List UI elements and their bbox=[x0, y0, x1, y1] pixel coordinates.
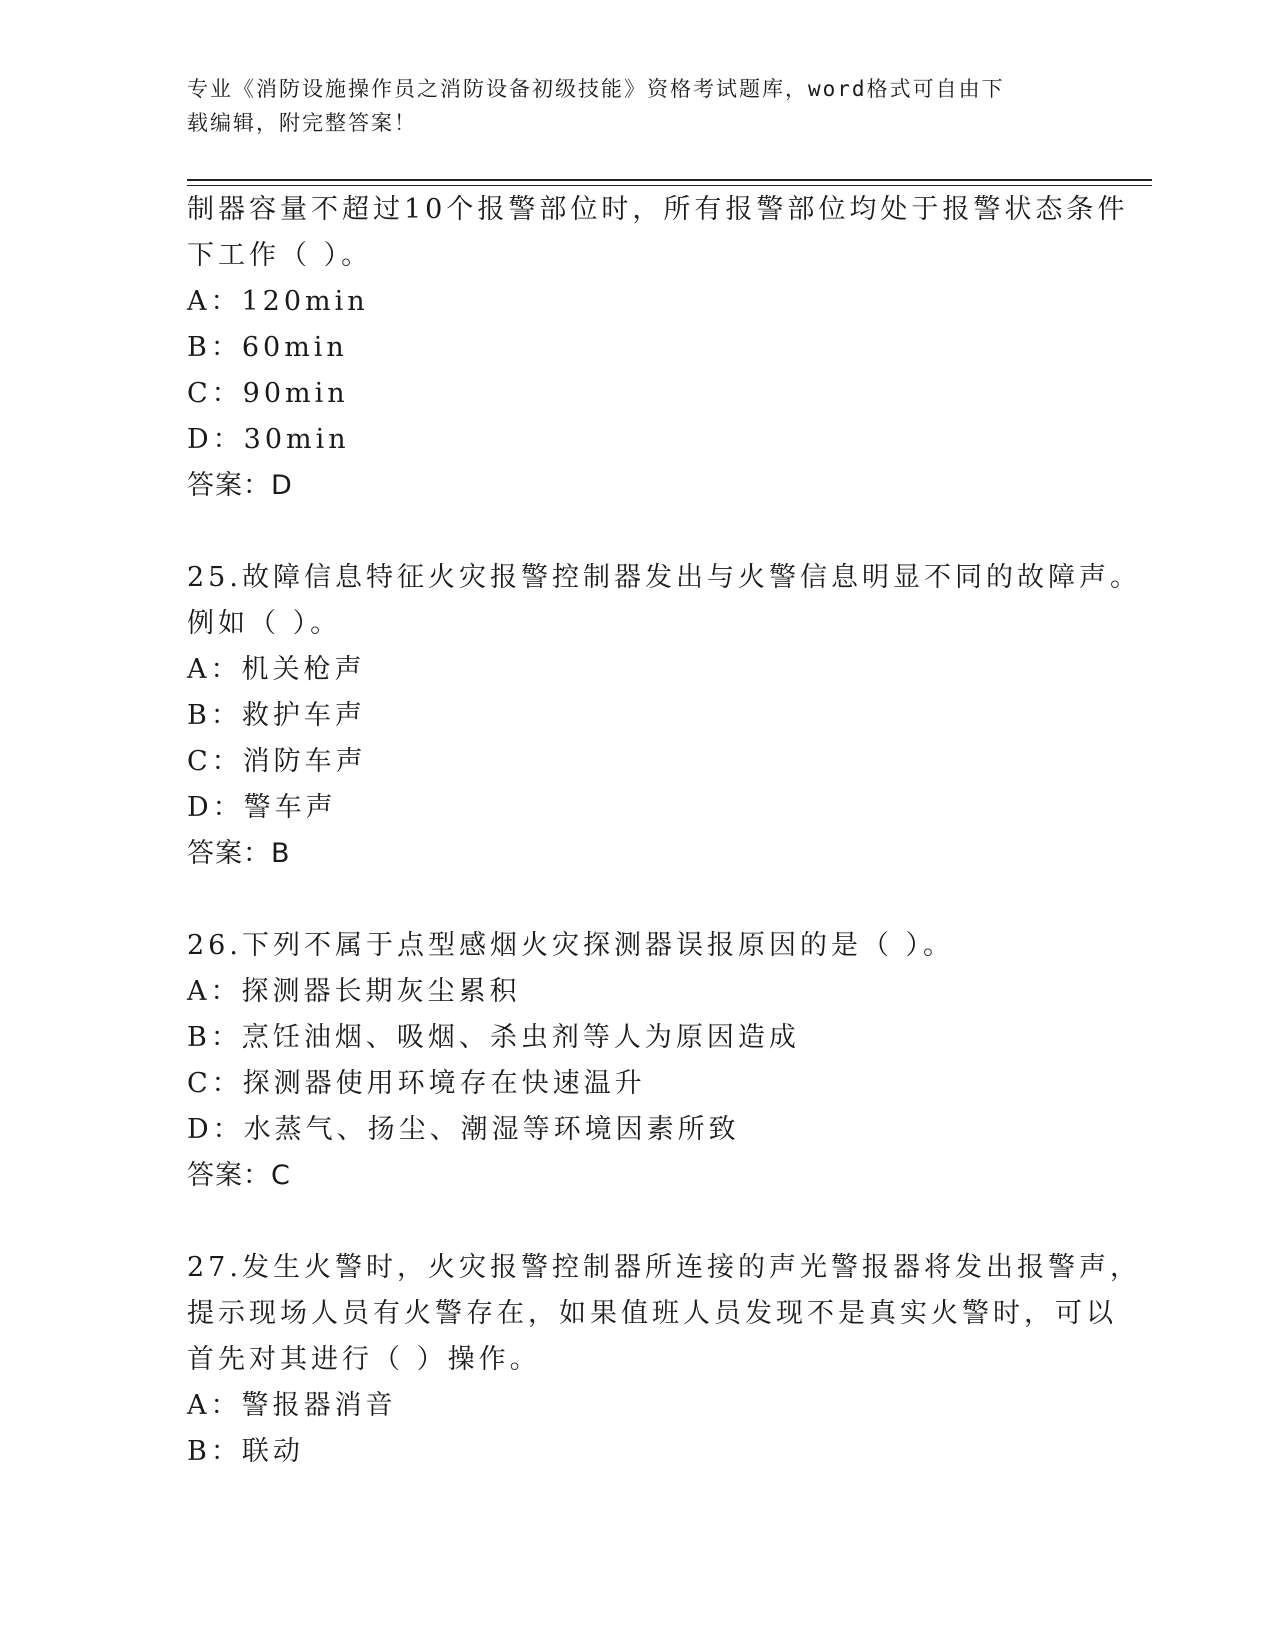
answer-key: 答案：C bbox=[187, 1160, 291, 1191]
option-b: B：烹饪油烟、吸烟、杀虫剂等人为原因造成 bbox=[187, 1022, 800, 1053]
question-stem-line: 制器容量不超过10个报警部位时，所有报警部位均处于报警状态条件 bbox=[187, 194, 1129, 225]
option-a: A：探测器长期灰尘累积 bbox=[187, 976, 521, 1007]
option-b: B：联动 bbox=[187, 1436, 304, 1467]
question-stem-line: 例如（ ）。 bbox=[187, 608, 342, 639]
question-stem-line: 27.发生火警时，火灾报警控制器所连接的声光警报器将发出报警声， bbox=[187, 1252, 1141, 1283]
header-divider-thin bbox=[187, 185, 1152, 186]
question-stem-line: 提示现场人员有火警存在，如果值班人员发现不是真实火警时，可以 bbox=[187, 1298, 1117, 1329]
question-stem-line: 首先对其进行（ ）操作。 bbox=[187, 1344, 541, 1375]
question-26 bbox=[187, 923, 1147, 1199]
option-a: A：机关枪声 bbox=[187, 654, 366, 685]
question-stem-line: 下工作（ ）。 bbox=[187, 240, 373, 271]
question-24 bbox=[187, 187, 1147, 509]
header-line-2: 载编辑，附完整答案！ bbox=[187, 111, 417, 135]
header-line-1: 专业《消防设施操作员之消防设备初级技能》资格考试题库，word格式可自由下 bbox=[187, 77, 1005, 101]
document-header bbox=[187, 72, 1067, 140]
option-c: C：消防车声 bbox=[187, 746, 367, 777]
question-stem-line: 25.故障信息特征火灾报警控制器发出与火警信息明显不同的故障声。 bbox=[187, 562, 1141, 593]
option-b: B：60min bbox=[187, 332, 348, 363]
question-stem-line: 26.下列不属于点型感烟火灾探测器误报原因的是（ ）。 bbox=[187, 930, 955, 961]
question-25 bbox=[187, 555, 1147, 877]
option-d: D：水蒸气、扬尘、潮湿等环境因素所致 bbox=[187, 1114, 740, 1145]
option-a: A：警报器消音 bbox=[187, 1390, 397, 1421]
answer-key: 答案：B bbox=[187, 838, 291, 869]
option-c: C：探测器使用环境存在快速温升 bbox=[187, 1068, 646, 1099]
option-c: C：90min bbox=[187, 378, 349, 409]
option-a: A：120min bbox=[187, 286, 369, 317]
option-d: D：警车声 bbox=[187, 792, 337, 823]
option-d: D：30min bbox=[187, 424, 350, 455]
question-list bbox=[187, 187, 1147, 1475]
question-27 bbox=[187, 1245, 1147, 1475]
option-b: B：救护车声 bbox=[187, 700, 366, 731]
answer-key: 答案：D bbox=[187, 470, 293, 501]
header-divider-thick bbox=[187, 179, 1152, 181]
